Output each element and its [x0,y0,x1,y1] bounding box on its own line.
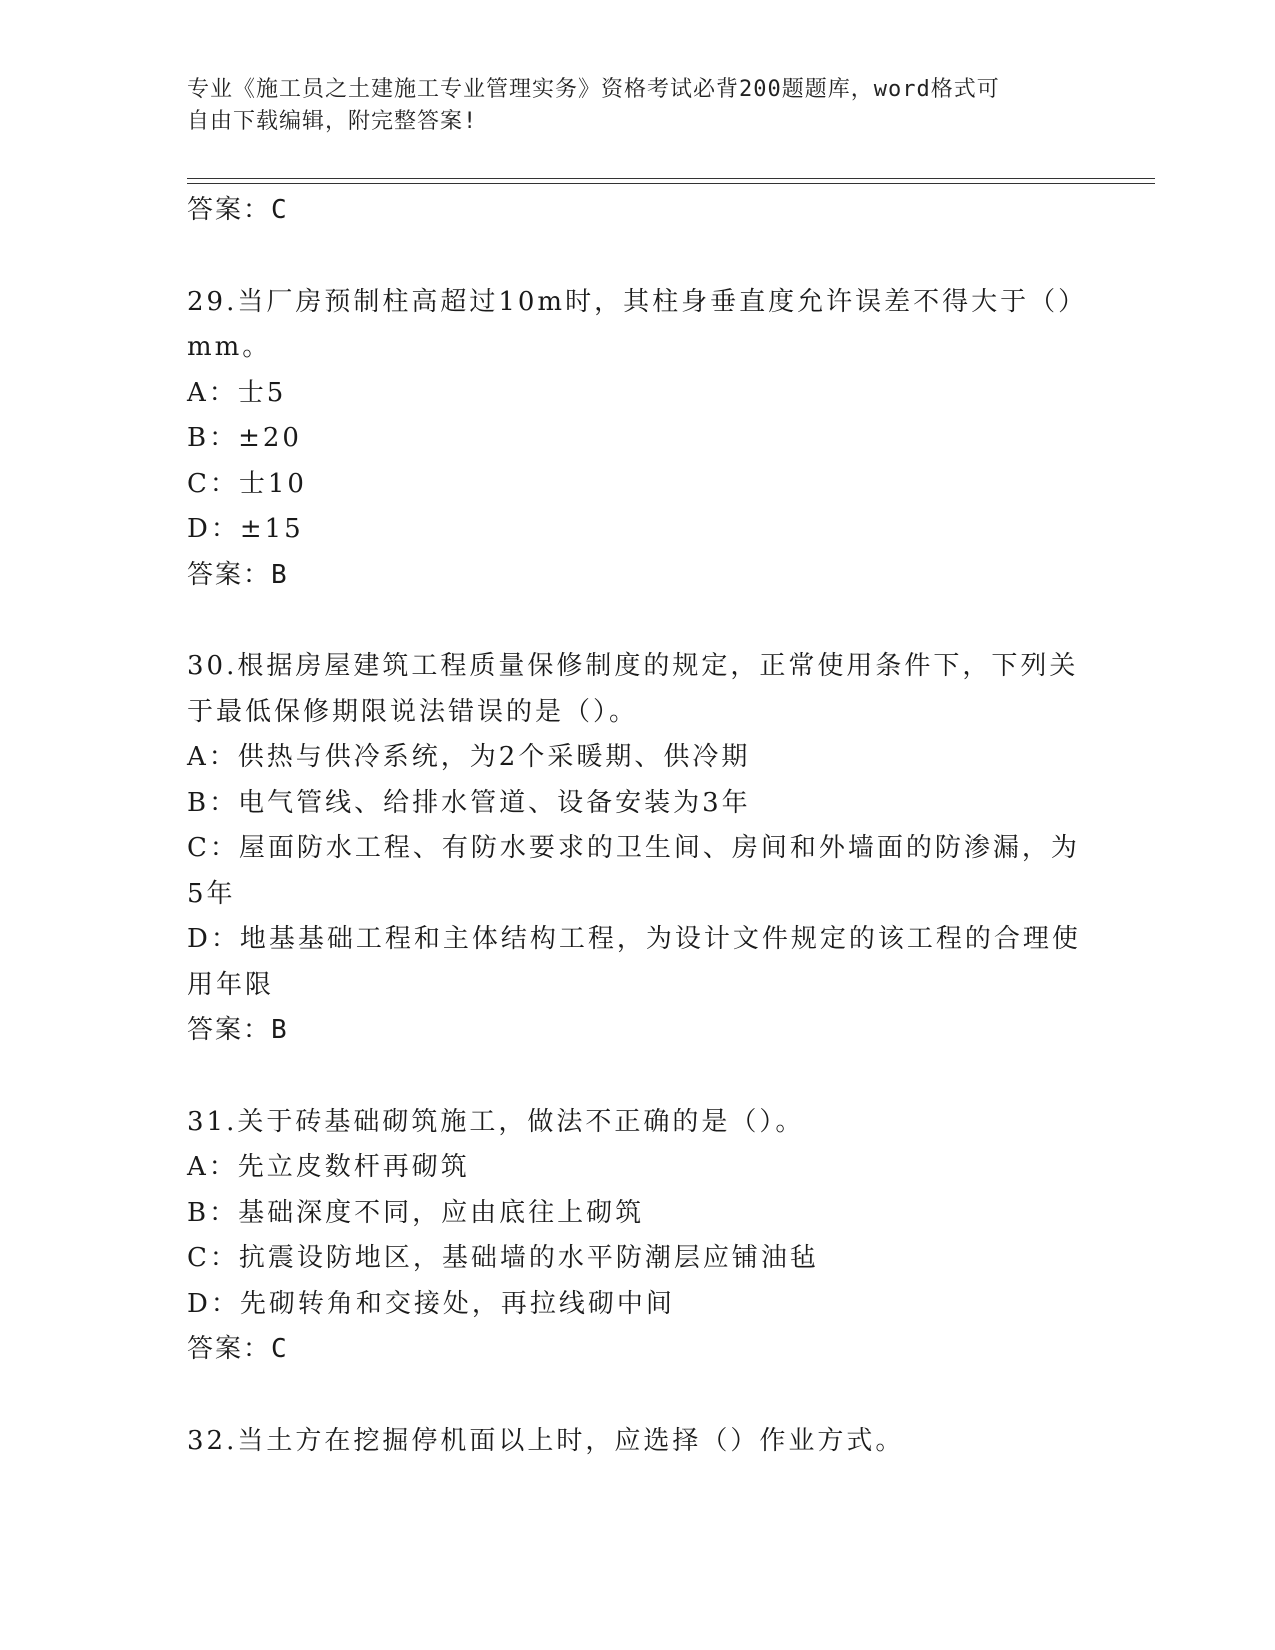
header-rule-top [187,178,1155,179]
option-a: A：士5 [187,377,287,408]
page-header [187,74,1087,138]
header-line-1: 专业《施工员之土建施工专业管理实务》资格考试必背200题题库，word格式可 [187,77,1000,102]
option-c: C：抗震设防地区，基础墙的水平防潮层应铺油毡 [187,1243,819,1273]
question-32 [187,1419,1087,1465]
header-line-2: 自由下载编辑，附完整答案! [187,109,478,134]
question-stem-line: 30.根据房屋建筑工程质量保修制度的规定，正常使用条件下，下列关 [187,651,1079,681]
question-30 [187,644,1087,1054]
question-stem-line: mm。 [187,332,272,362]
spacer [187,234,1087,280]
option-c: C：士10 [187,468,307,499]
question-stem-line: 于最低保修期限说法错误的是（）。 [187,696,639,727]
option-c: C：屋面防水工程、有防水要求的卫生间、房间和外墙面的防渗漏，为 [187,833,1080,863]
answer: 答案：C [187,1334,289,1364]
option-d: D：地基基础工程和主体结构工程，为设计文件规定的该工程的合理使 [187,924,1081,954]
question-stem-line: 29.当厂房预制柱高超过10m时，其柱身垂直度允许误差不得大于（） [187,286,1088,317]
option-a: A：先立皮数杆再砌筑 [187,1152,470,1182]
option-a: A：供热与供冷系统，为2个采暖期、供冷期 [187,742,751,772]
spacer [187,1373,1087,1419]
question-stem-line: 31.关于砖基础砌筑施工，做法不正确的是（）。 [187,1106,805,1137]
question-31 [187,1100,1087,1373]
option-d-continued: 用年限 [187,969,275,1000]
spacer [187,598,1087,644]
option-c-continued: 5年 [187,878,236,909]
header-rule-bottom [187,183,1155,184]
option-b: B：基础深度不同，应由底往上砌筑 [187,1197,645,1228]
answer: 答案：B [187,1015,289,1045]
option-b: B：±20 [187,423,302,453]
option-d: D：±15 [187,514,304,544]
question-stem-line: 32.当土方在挖掘停机面以上时，应选择（）作业方式。 [187,1425,905,1456]
option-b: B：电气管线、给排水管道、设备安装为3年 [187,787,751,818]
option-d: D：先砌转角和交接处，再拉线砌中间 [187,1288,675,1319]
question-29 [187,280,1087,599]
answer: 答案：B [187,559,289,590]
content-body [187,188,1087,1464]
previous-answer: 答案：C [187,195,289,225]
spacer [187,1054,1087,1100]
